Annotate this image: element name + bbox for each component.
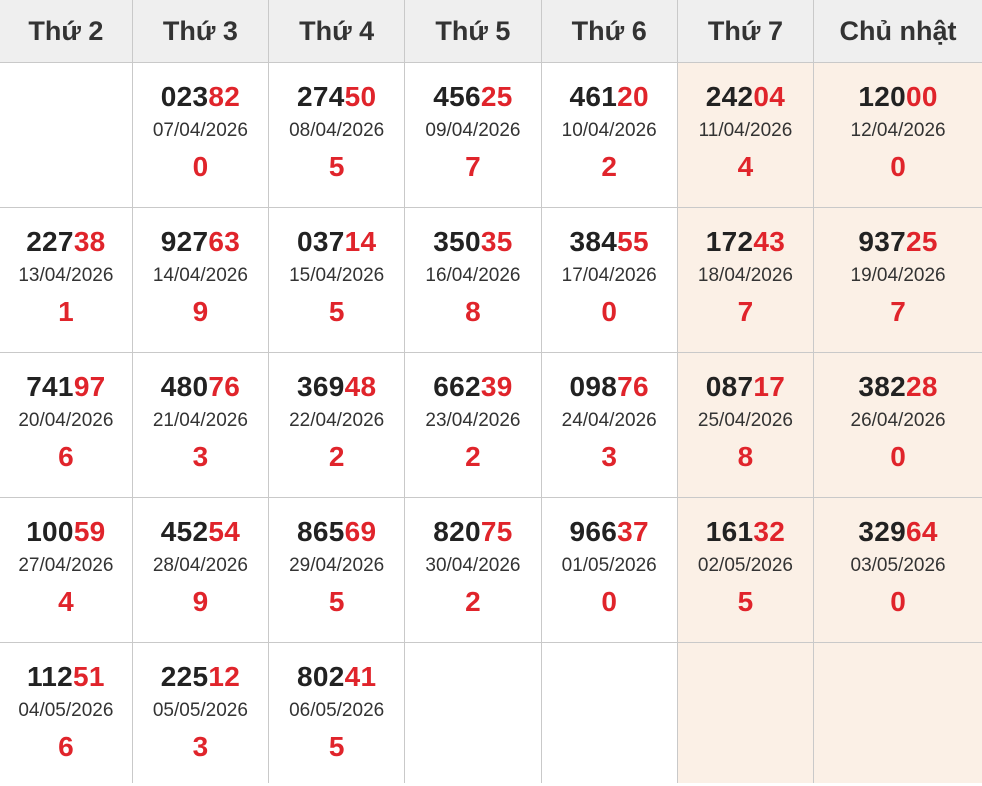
result-number (269, 659, 404, 695)
draw-date: 12/04/2026 (850, 120, 946, 141)
empty-day-cell (405, 643, 541, 784)
day-cell (0, 643, 132, 784)
result-number-head: 161 (705, 516, 754, 547)
result-number-head: 865 (296, 516, 345, 547)
result-number (814, 369, 982, 405)
result-number-head: 382 (858, 371, 906, 402)
result-number-tail: 28 (905, 371, 938, 402)
digit-sum: 7 (465, 151, 481, 182)
header-saturday: Thứ 7 (677, 0, 813, 63)
result-number (542, 369, 677, 405)
result-number (133, 659, 268, 695)
result-number-tail: 51 (73, 661, 105, 692)
result-number-tail: 37 (617, 516, 649, 547)
draw-date: 15/04/2026 (289, 265, 385, 286)
result-number-tail: 50 (344, 81, 377, 112)
digit-sum: 8 (737, 441, 754, 472)
day-cell (0, 498, 132, 643)
header-monday: Thứ 2 (0, 0, 132, 63)
result-number-tail: 04 (753, 81, 786, 112)
digit-sum: 4 (737, 151, 754, 182)
digit-sum: 6 (58, 731, 74, 762)
result-number-tail: 39 (480, 371, 513, 402)
result-number (0, 514, 132, 550)
day-cell (405, 63, 541, 208)
result-number-head: 098 (569, 371, 618, 402)
draw-date: 24/04/2026 (561, 410, 657, 431)
result-number-head: 802 (296, 661, 345, 692)
result-number-tail: 43 (753, 226, 786, 257)
result-number-head: 456 (433, 81, 481, 112)
result-number (678, 369, 813, 405)
result-number-tail: 17 (753, 371, 786, 402)
draw-date: 10/04/2026 (561, 120, 657, 141)
empty-day-cell (541, 643, 677, 784)
day-cell (677, 498, 813, 643)
result-number (133, 79, 268, 115)
day-cell (814, 498, 982, 643)
result-number-head: 100 (26, 516, 74, 547)
header-tuesday: Thứ 3 (132, 0, 268, 63)
result-number-tail: 48 (344, 371, 377, 402)
day-cell (269, 353, 405, 498)
result-number-head: 120 (858, 81, 906, 112)
draw-date: 28/04/2026 (152, 555, 248, 576)
digit-sum: 9 (192, 296, 209, 327)
draw-date: 27/04/2026 (18, 555, 114, 576)
draw-date: 01/05/2026 (561, 555, 657, 576)
day-cell (405, 498, 541, 643)
digit-sum: 8 (465, 296, 481, 327)
result-number-head: 480 (160, 371, 209, 402)
weekday-header-row (0, 0, 982, 63)
draw-date: 23/04/2026 (425, 410, 521, 431)
day-cell (132, 643, 268, 784)
week-row (0, 208, 982, 353)
result-number-tail: 97 (73, 371, 106, 402)
digit-sum: 0 (890, 441, 906, 472)
day-cell (0, 353, 132, 498)
result-number (405, 79, 540, 115)
day-cell (269, 643, 405, 784)
day-cell (677, 63, 813, 208)
result-number-head: 225 (160, 661, 209, 692)
result-number (678, 514, 813, 550)
digit-sum: 3 (192, 731, 209, 762)
result-number-head: 452 (160, 516, 209, 547)
day-cell (405, 208, 541, 353)
result-number-head: 350 (433, 226, 481, 257)
digit-sum: 5 (737, 586, 754, 617)
result-number (269, 79, 404, 115)
draw-date: 08/04/2026 (289, 120, 385, 141)
result-number-head: 741 (26, 371, 74, 402)
draw-date: 30/04/2026 (425, 555, 521, 576)
digit-sum: 5 (328, 296, 345, 327)
week-row (0, 643, 982, 784)
result-number-tail: 38 (73, 226, 106, 257)
result-number-tail: 69 (344, 516, 377, 547)
result-number (405, 514, 540, 550)
day-cell (677, 353, 813, 498)
result-number-head: 329 (858, 516, 906, 547)
result-number-head: 172 (705, 226, 754, 257)
digit-sum: 7 (890, 296, 906, 327)
result-number (0, 224, 132, 260)
digit-sum: 3 (601, 441, 617, 472)
digit-sum: 5 (328, 586, 345, 617)
digit-sum: 2 (465, 441, 481, 472)
result-number (678, 79, 813, 115)
result-number-tail: 20 (617, 81, 649, 112)
digit-sum: 4 (58, 586, 74, 617)
digit-sum: 0 (601, 586, 617, 617)
result-number-tail: 75 (480, 516, 513, 547)
result-number (0, 659, 132, 695)
result-number-head: 966 (569, 516, 618, 547)
digit-sum: 2 (465, 586, 481, 617)
draw-date: 26/04/2026 (850, 410, 946, 431)
result-number-tail: 54 (208, 516, 241, 547)
header-wednesday: Thứ 4 (269, 0, 405, 63)
result-number-head: 937 (858, 226, 906, 257)
day-cell (269, 208, 405, 353)
result-number-tail: 25 (905, 226, 938, 257)
day-cell (132, 63, 268, 208)
result-number-tail: 55 (617, 226, 649, 257)
draw-date: 03/05/2026 (850, 555, 946, 576)
draw-date: 07/04/2026 (152, 120, 248, 141)
digit-sum: 5 (328, 151, 345, 182)
result-number (814, 79, 982, 115)
draw-date: 04/05/2026 (18, 700, 114, 721)
day-cell (269, 498, 405, 643)
week-row (0, 63, 982, 208)
result-number (814, 514, 982, 550)
day-cell (132, 498, 268, 643)
digit-sum: 2 (601, 151, 617, 182)
digit-sum: 0 (601, 296, 617, 327)
digit-sum: 0 (192, 151, 209, 182)
result-number-head: 037 (296, 226, 345, 257)
result-number-head: 820 (433, 516, 481, 547)
draw-date: 13/04/2026 (18, 265, 114, 286)
week-row (0, 498, 982, 643)
draw-date: 29/04/2026 (289, 555, 385, 576)
result-number (133, 369, 268, 405)
result-number-head: 662 (433, 371, 481, 402)
result-number-tail: 59 (73, 516, 106, 547)
digit-sum: 0 (890, 586, 906, 617)
day-cell (814, 63, 982, 208)
result-number (405, 224, 540, 260)
digit-sum: 6 (58, 441, 74, 472)
draw-date: 17/04/2026 (561, 265, 657, 286)
draw-date: 25/04/2026 (697, 410, 793, 431)
draw-date: 22/04/2026 (289, 410, 385, 431)
result-number (678, 224, 813, 260)
result-number-head: 023 (160, 81, 209, 112)
result-number (542, 79, 677, 115)
draw-date: 16/04/2026 (425, 265, 521, 286)
result-number-tail: 82 (208, 81, 241, 112)
result-number (269, 514, 404, 550)
result-number (133, 224, 268, 260)
result-number-head: 227 (26, 226, 74, 257)
result-number-tail: 63 (208, 226, 241, 257)
day-cell (541, 353, 677, 498)
result-number-tail: 12 (208, 661, 241, 692)
draw-date: 14/04/2026 (152, 265, 248, 286)
result-number (0, 369, 132, 405)
result-number-tail: 00 (905, 81, 938, 112)
draw-date: 11/04/2026 (698, 120, 793, 141)
day-cell (541, 208, 677, 353)
draw-date: 02/05/2026 (697, 555, 793, 576)
day-cell (814, 208, 982, 353)
result-number (133, 514, 268, 550)
result-number (542, 514, 677, 550)
day-cell (132, 208, 268, 353)
empty-day-cell (814, 643, 982, 784)
result-number-tail: 76 (208, 371, 241, 402)
result-number-head: 112 (26, 661, 74, 692)
result-number (542, 224, 677, 260)
empty-day-cell (677, 643, 813, 784)
result-number-tail: 25 (480, 81, 513, 112)
result-number-tail: 35 (480, 226, 513, 257)
result-number-head: 369 (296, 371, 345, 402)
digit-sum: 9 (192, 586, 209, 617)
day-cell (405, 353, 541, 498)
header-sunday: Chủ nhật (814, 0, 982, 63)
result-number-head: 242 (705, 81, 754, 112)
draw-date: 06/05/2026 (289, 700, 385, 721)
draw-date: 19/04/2026 (850, 265, 946, 286)
draw-date: 20/04/2026 (18, 410, 114, 431)
draw-date: 18/04/2026 (697, 265, 793, 286)
day-cell (541, 498, 677, 643)
digit-sum: 1 (58, 296, 74, 327)
day-cell (814, 353, 982, 498)
result-number-head: 274 (296, 81, 345, 112)
result-number (814, 224, 982, 260)
result-number (269, 224, 404, 260)
day-cell (677, 208, 813, 353)
result-number-tail: 32 (753, 516, 786, 547)
day-cell (541, 63, 677, 208)
digit-sum: 5 (328, 731, 345, 762)
result-number-tail: 64 (905, 516, 938, 547)
day-cell (0, 208, 132, 353)
digit-sum: 3 (192, 441, 209, 472)
result-number (269, 369, 404, 405)
digit-sum: 2 (328, 441, 345, 472)
digit-sum: 0 (890, 151, 906, 182)
draw-date: 05/05/2026 (152, 700, 248, 721)
result-number-head: 927 (160, 226, 209, 257)
week-row (0, 353, 982, 498)
result-number-tail: 76 (617, 371, 649, 402)
result-number-head: 384 (569, 226, 618, 257)
result-number-tail: 14 (344, 226, 377, 257)
result-number-head: 087 (705, 371, 754, 402)
empty-day-cell (0, 63, 132, 208)
day-cell (269, 63, 405, 208)
draw-date: 09/04/2026 (425, 120, 521, 141)
day-cell (132, 353, 268, 498)
result-number-tail: 41 (344, 661, 377, 692)
header-thursday: Thứ 5 (405, 0, 541, 63)
digit-sum: 7 (737, 296, 754, 327)
draw-date: 21/04/2026 (152, 410, 248, 431)
result-number (405, 369, 540, 405)
result-number-head: 461 (569, 81, 618, 112)
header-friday: Thứ 6 (541, 0, 677, 63)
